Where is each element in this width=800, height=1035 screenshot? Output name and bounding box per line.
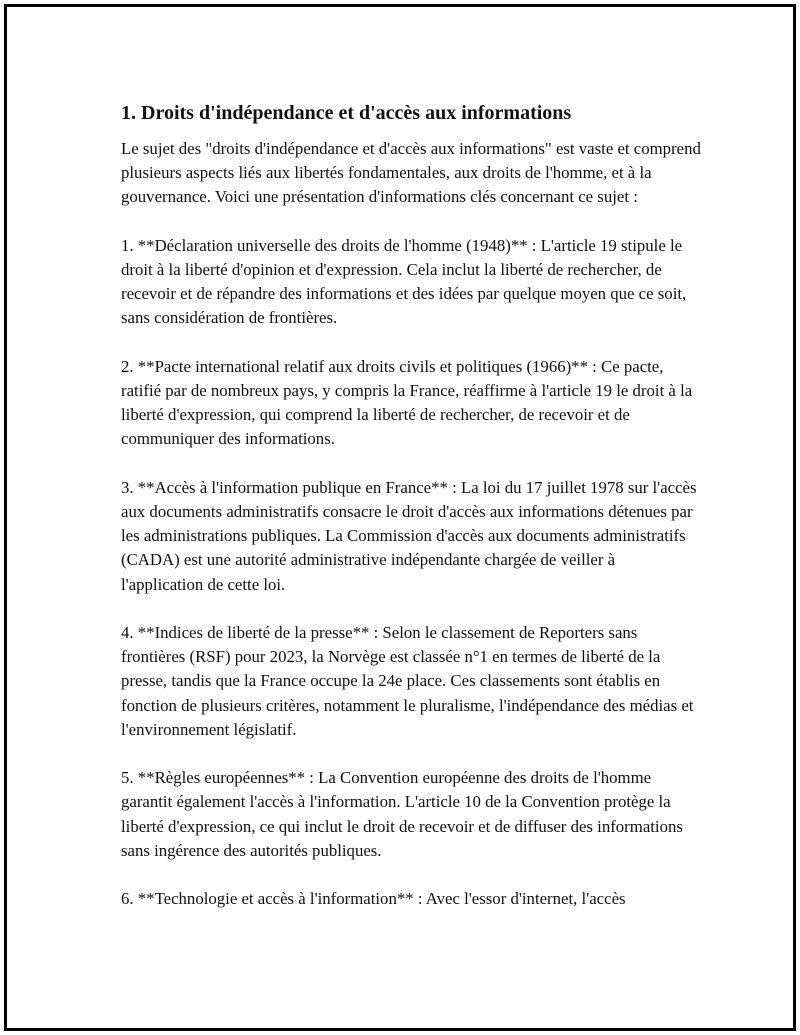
paragraph-item-5: 5. **Règles européennes** : La Convention européenne des droits de l'homme garantit également l'accès à l'information. L'article 10 de la Convention protège la liberté d'expression, ce qui inclut le droit de recevoir et de diffuser des informations sans ingérence des autorités publiques. — [121, 768, 683, 860]
paragraph-item-2: 2. **Pacte international relatif aux droits civils et politiques (1966)** : Ce pacte, ratifié par de nombreux pays, y compris la France, réaffirme à l'article 19 le droit à la liberté d'expression, qui comprend la liberté de rechercher, de recevoir et de communiquer des informations. — [121, 356, 693, 449]
paragraph-item-3: 3. **Accès à l'information publique en France** : La loi du 17 juillet 1978 sur l'accès aux documents administratifs consacre le droit d'accès aux informations détenues par les administrations publiques. La Commission d'accès aux documents administratifs (CADA) est une autorité administrative indépendante chargée de veiller à l'application de cette loi. — [121, 477, 697, 594]
page-frame — [4, 4, 796, 1031]
document-title: 1. Droits d'indépendance et d'accès aux informations — [121, 102, 572, 124]
paragraph-item-1: 1. **Déclaration universelle des droits de l'homme (1948)** : L'article 19 stipule le droit à la liberté d'opinion et d'expression. Cela inclut la liberté de rechercher, de recevoir et de répandre des informations et des idées par quelque moyen que ce soit, sans considération de frontières. — [121, 235, 687, 328]
paragraph-item-4: 4. **Indices de liberté de la presse** : Selon le classement de Reporters sans frontières (RSF) pour 2023, la Norvège est classée n°1 en termes de liberté de la presse, tandis que la France occupe la 24e place. Ces classements sont établis en fonction de plusieurs critères, notamment le pluralisme, l'indépendance des médias et l'environnement législatif. — [121, 623, 694, 739]
paragraph-intro: Le sujet des "droits d'indépendance et d'accès aux informations" est vaste et comprend plusieurs aspects liés aux libertés fondamentales, aux droits de l'homme, et à la gouvernance. Voici une présentation d'informations clés concernant ce sujet : — [121, 139, 701, 207]
paragraph-item-6: 6. **Technologie et accès à l'information** : Avec l'essor d'internet, l'accès — [121, 889, 626, 909]
document-body — [121, 99, 701, 911]
